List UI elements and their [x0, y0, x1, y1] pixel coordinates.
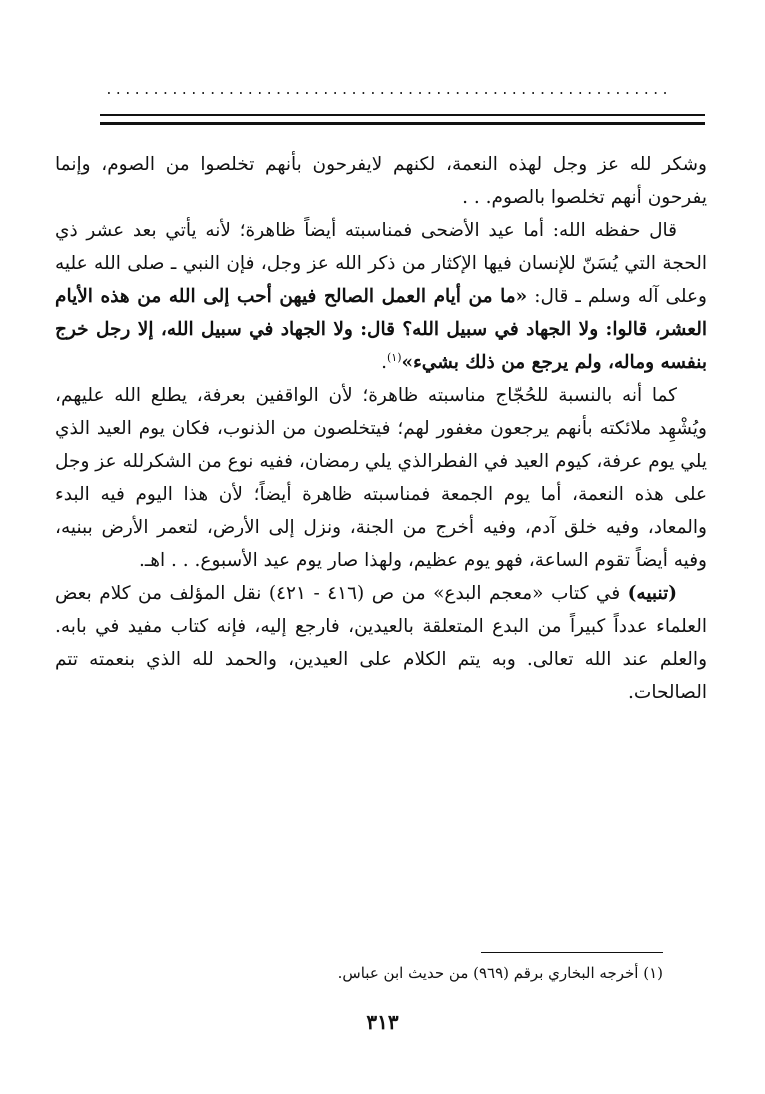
paragraph-4-text: في كتاب «معجم البدع» من ص (٤١٦ - ٤٢١) نقل المؤلف من كلام بعض العلماء عدداً كبيراً من البدع المتعلقة بالعيدين، فارجع إليه، فإنه كتاب مفيد في بابه. والعلم عند الله تعالى. وبه يتم الكلام على العيدين، والحمد لله الذي بنعمته تتم الصالحات. [55, 583, 707, 703]
note-label: (تنبيه) [627, 583, 677, 604]
paragraph-2-intro: قال حفظه الله: أما عيد الأضحى فمناسبته أيضاً ظاهرة؛ لأنه يأتي بعد عشر ذي الحجة التي يُسَنّ للإنسان فيها الإكثار من ذكر الله عز وجل، فإن النبي ـ صلى الله عليه وعلى آله وسلم ـ قال: [55, 220, 707, 307]
footnote: (١) أخرجه البخاري برقم (٩٦٩) من حديث ابن عباس. [337, 964, 663, 982]
header-dotted-line: ............................................................ [105, 84, 671, 98]
page-number: ٣١٣ [366, 1010, 399, 1034]
footnote-marker: (١) [387, 350, 402, 364]
paragraph-2 [55, 214, 707, 379]
footnote-separator [481, 952, 663, 953]
header-rule-bottom [100, 122, 705, 125]
paragraph-3: كما أنه بالنسبة للحُجّاج مناسبته ظاهرة؛ لأن الواقفين بعرفة، يطلع الله عليهم، ويُشْهِد ملائكته بأنهم يرجعون مغفور لهم؛ فيتخلصون من الذنوب، فكان يوم العيد الذي يلي يوم عرفة، كيوم العيد في الفطرالذي يلي رمضان، ففيه نوع من الشكرلله عز وجل على هذه النعمة، أما يوم الجمعة فمناسبته ظاهرة أيضاً؛ لأن هذا اليوم فيه البدء والمعاد، وفيه خلق آدم، وفيه أخرج من الجنة، ونزل إلى الأرض، لتعمر الأرض ببنيه، وفيه أيضاً تقوم الساعة، فهو يوم عظيم، ولهذا صار يوم عيد الأسبوع. . . اهـ. [55, 385, 707, 571]
hadith-quote: «ما من أيام العمل الصالح فيهن أحب إلى الله من هذه الأيام العشر، قالوا: ولا الجهاد في سبيل الله؟ قال: ولا الجهاد في سبيل الله، إلا رجل خرج بنفسه وماله، ولم يرجع من ذلك بشيء» [55, 286, 707, 373]
paragraph-2-end: . [381, 352, 387, 373]
paragraph-4 [55, 577, 707, 709]
header-rule-top [100, 114, 705, 116]
main-text [55, 148, 707, 709]
paragraph-1: وشكر لله عز وجل لهذه النعمة، لكنهم لايفرحون بأنهم تخلصوا من الصوم، وإنما يفرحون أنهم تخلصوا بالصوم. . . [55, 154, 707, 208]
